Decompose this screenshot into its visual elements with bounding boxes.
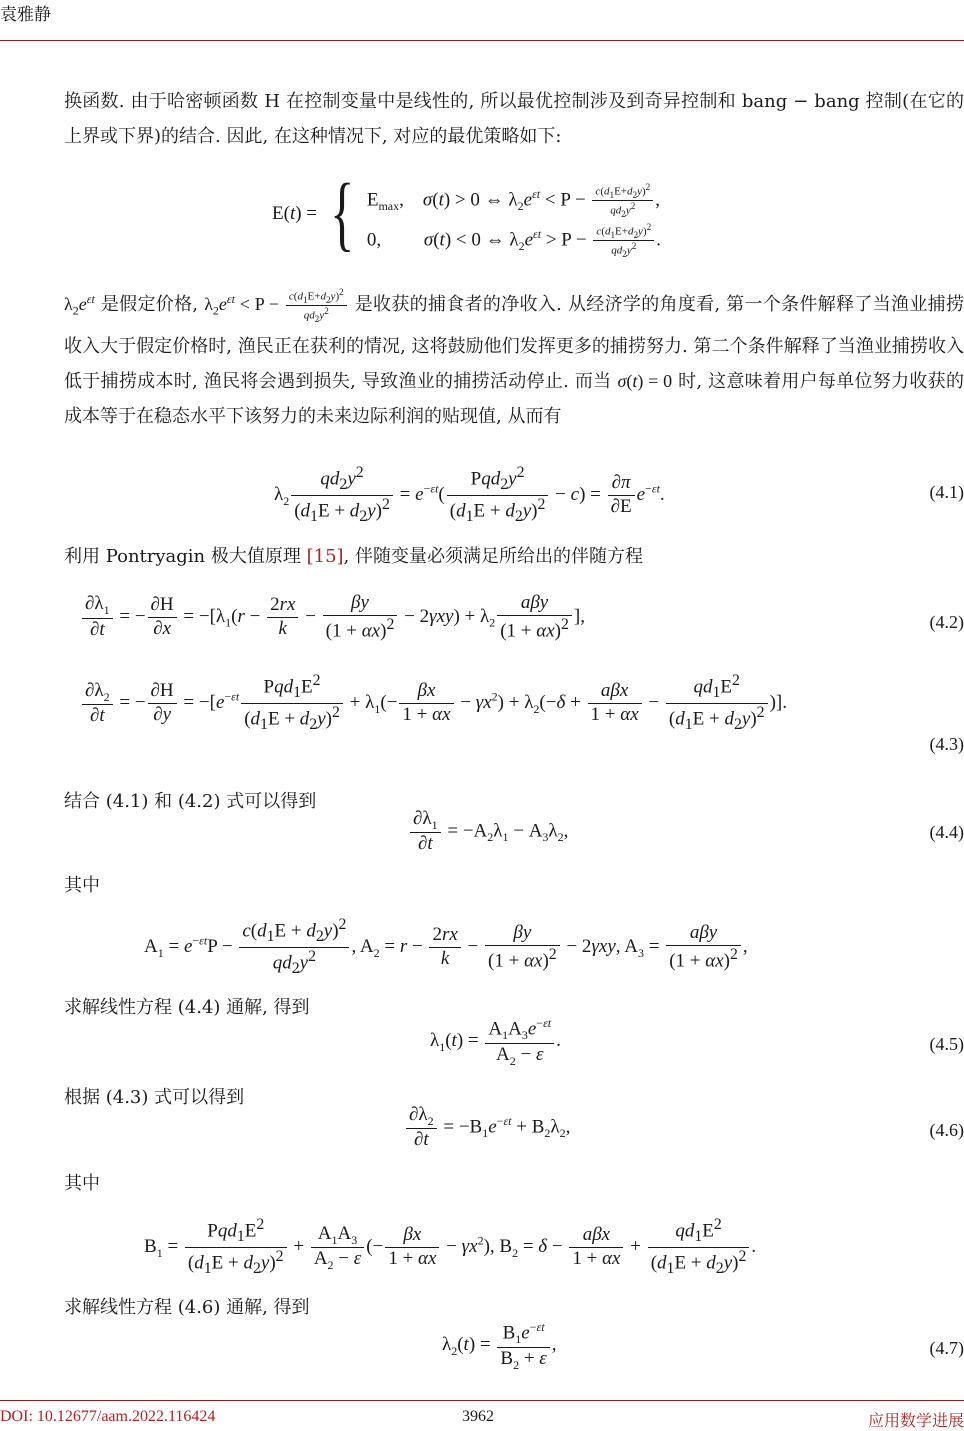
journal-name: 应用数学进展 (868, 1408, 964, 1431)
equation-number: (4.5) (930, 1034, 964, 1055)
equation-number: (4.4) (930, 822, 964, 843)
equation-4-5 (64, 1016, 964, 1074)
equation-number: (4.3) (930, 734, 964, 755)
doi-link[interactable]: DOI: 10.12677/aam.2022.116424 (0, 1408, 215, 1426)
header-author: 袁雅静 (0, 0, 51, 25)
header-rule (0, 40, 964, 41)
equation-body: $\lambda_1(t)$ = $\frac{A_1A_3e^{-\varepsilon t}}{A_2 - \varepsilon}$ . (430, 1016, 561, 1068)
equation-a-coefficients (64, 916, 964, 976)
paragraph-from-4-3: 根据 (4.3) 式可以得到 (64, 1080, 964, 1115)
equation-body: $\frac{\partial\lambda_1}{\partial t}$ = − $\frac{\partial H}{\partial x}$ = $-[\lambda_1(r$ − $\frac{2rx}{k}$ − $\frac{\beta y}{(1 + \alpha x)^2}$ − $2\gamma xy) + \lambda_2$ $\frac{\text{aβy}}{(1 + \alpha x)^2}$ ], (80, 592, 585, 643)
footer-rule (0, 1400, 964, 1401)
paragraph-pontryagin: 利用 Pontryagin 极大值原理 [15], 伴随变量必须满足所给出的伴随方程 (64, 539, 964, 574)
equation-b-coefficients (64, 1216, 964, 1276)
equation-4-7 (64, 1320, 964, 1378)
equation-4-6 (64, 1104, 964, 1162)
equation-4-1 (64, 462, 964, 522)
paragraph-intro: 换函数. 由于哈密顿函数 H 在控制变量中是线性的, 所以最优控制涉及到奇异控制和 bang − bang 控制(在它的上界或下界)的结合. 因此, 在这种情况下, 对应的最优策略如下: (64, 84, 964, 154)
equation-number: (4.6) (930, 1120, 964, 1141)
paragraph-solve-4-6: 求解线性方程 (4.6) 通解, 得到 (64, 1290, 964, 1325)
equation-4-2 (64, 592, 964, 652)
equation-body: $\frac{\partial\lambda_2}{\partial t}$ = − $\frac{\partial H}{\partial y}$ = $-[e^{-\varepsilon t}$ $\frac{Pqd_1E^2}{(d_1E + d_2y)^2}$ + $\lambda_1(-$ $\frac{\beta x}{1 + \alpha x}$ − $\gamma x^2) + \lambda_2(-\delta$ + $\frac{\text{aβx}}{1 + \alpha x}$ − $\frac{qd_1E^2}{(d_1E + d_2y)^2}$ )]. (80, 672, 787, 735)
page-number: 3962 (462, 1408, 494, 1426)
page-header (0, 0, 964, 40)
left-brace: { (330, 172, 354, 256)
equation-body: $\lambda_2(t)$ = $\frac{B_1e^{-\varepsilon t}}{B_2 + \varepsilon}$ , (442, 1320, 557, 1372)
equation-body: $B_1$ = $\frac{Pqd_1E^2}{(d_1E + d_2y)^2}$ + $\frac{A_1A_3}{A_2 - \varepsilon}$ (− $\frac{\beta x}{1 + \alpha x}$ − $\gamma x^2$), $B_2 = \delta$ − $\frac{\text{aβx}}{1 + \alpha x}$ + $\frac{qd_1E^2}{(d_1E + d_2y)^2}$ . (144, 1216, 756, 1279)
equation-body: $\frac{\partial\lambda_1}{\partial t}$ = $-A_2\lambda_1 - A_3\lambda_2$, (408, 808, 568, 856)
equation-body: $\frac{\partial\lambda_2}{\partial t}$ = $-B_1e^{-\varepsilon t} + B_2\lambda_2$, (404, 1104, 570, 1152)
equation-number: (4.7) (930, 1338, 964, 1359)
paragraph-where-1: 其中 (64, 868, 964, 903)
equation-number: (4.2) (930, 612, 964, 633)
paragraph-economics: $\lambda_2e^{\varepsilon t}$ 是假定价格, $\lambda_2e^{\varepsilon t} < P$ − $\frac{c(d_1E+d_2y)^2}{qd_2y^2}$ 是收获的捕食者的净收入. 从经济学的角度看, 第一个条件解释了当渔业捕捞收入大于假定价格时, 渔民正在获利的情况, 这将鼓励他们发挥更多的捕捞努力. 第二个条件解释了当渔业捕捞收入低于捕捞成本时, 渔民将会遇到损失, 导致渔业的捕捞活动停止. 而当 σ(t) = 0 时, 这意味着用户每单位努力收获的成本等于在稳态水平下该努力的未来边际利润的贴现值, 从而有 (64, 282, 964, 434)
equation-body: E(t) = { $E_{max}$, σ(t) > 0 ⇔ $\lambda_2e^{\varepsilon t} < P$ − $\frac{c(d_1E+d_2y)^2}{qd_2y^2}$ , 0, σ(t) < 0 ⇔ $\lambda_2e^{\varepsilon t} > P$ − $\frac{c(d_1E+d_2y)^2}{qd_2y^2}$ . (272, 172, 661, 256)
equation-body: $\lambda_2$ $\frac{qd_2y^2}{(d_1E + d_2y)^2}$ = $e^{-\varepsilon t}$( $\frac{Pqd_2y^2}{(d_1E + d_2y)^2}$ − c) = $\frac{\partial\pi}{\partial E}$ $e^{-\varepsilon t}$. (274, 464, 665, 527)
paragraph-combine: 结合 (4.1) 和 (4.2) 式可以得到 (64, 784, 964, 819)
page-footer (0, 1400, 964, 1430)
equation-optimal-policy (64, 172, 964, 258)
citation-link[interactable]: [15] (307, 546, 344, 567)
paragraph-where-2: 其中 (64, 1166, 964, 1201)
equation-body: $A_1 = e^{-\varepsilon t}P$ − $\frac{c(d_1E + d_2y)^2}{qd_2y^2}$ , $A_2 = r$ − $\frac{2rx}{k}$ − $\frac{\beta y}{(1 + \alpha x)^2}$ − 2γxy, $A_3$ = $\frac{\text{aβy}}{(1 + \alpha x)^2}$ , (144, 916, 748, 979)
equation-4-4 (64, 808, 964, 866)
equation-4-3 (64, 672, 964, 768)
equation-number: (4.1) (930, 482, 964, 503)
paragraph-solve-4-4: 求解线性方程 (4.4) 通解, 得到 (64, 990, 964, 1025)
